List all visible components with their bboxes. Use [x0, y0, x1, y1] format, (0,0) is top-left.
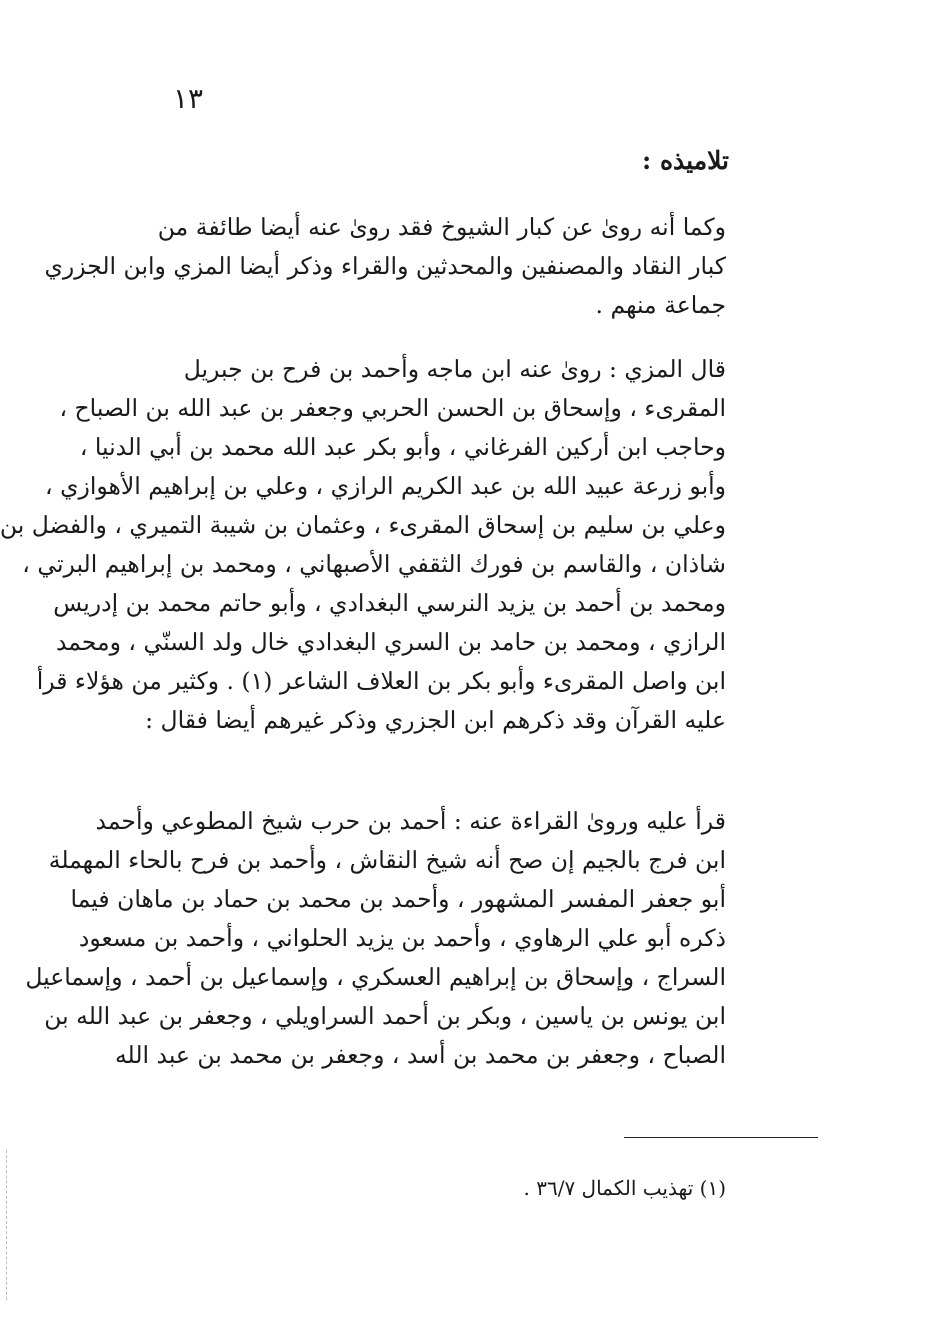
text-line: الرازي ، ومحمد بن حامد بن السري البغدادي خال ولد السنّي ، ومحمد [55, 628, 726, 656]
paragraph-mizzi [0, 350, 726, 740]
text-line: وأبو زرعة عبيد الله بن عبد الكريم الرازي ، وعلي بن إبراهيم الأهوازي ، [45, 472, 726, 500]
section-heading: تلاميذه : [642, 146, 729, 175]
text-line: قرأ عليه وروىٰ القراءة عنه : أحمد بن حرب شيخ المطوعي وأحمد [95, 807, 726, 835]
text-line: قال المزي : روىٰ عنه ابن ماجه وأحمد بن فرح بن جبريل [183, 355, 726, 383]
scan-edge-marks [6, 1150, 9, 1300]
text-line: ابن واصل المقرىء وأبو بكر بن العلاف الشاعر (١) . وكثير من هؤلاء قرأ [36, 667, 726, 695]
text-line: وحاجب ابن أركين الفرغاني ، وأبو بكر عبد الله محمد بن أبي الدنيا ، [79, 433, 726, 461]
page-number: ١٣ [172, 82, 204, 115]
text-line: ذكره أبو علي الرهاوي ، وأحمد بن يزيد الحلواني ، وأحمد بن مسعود [78, 924, 726, 952]
text-line: كبار النقاد والمصنفين والمحدثين والقراء وذكر أيضا المزي وابن الجزري [44, 252, 726, 280]
text-line: الصباح ، وجعفر بن محمد بن أسد ، وجعفر بن محمد بن عبد الله [114, 1041, 726, 1069]
footnote-divider [624, 1137, 818, 1138]
text-line: شاذان ، والقاسم بن فورك الثقفي الأصبهاني ، ومحمد بن إبراهيم البرتي ، [22, 550, 726, 578]
text-line: ابن فرج بالجيم إن صح أنه شيخ النقاش ، وأحمد بن فرح بالحاء المهملة [48, 846, 726, 874]
text-line: وكما أنه روىٰ عن كبار الشيوخ فقد روىٰ عنه أيضا طائفة من [157, 213, 726, 241]
footnote: (١) تهذيب الكمال ٣٦/٧ . [523, 1176, 726, 1200]
text-line: ابن يونس بن ياسين ، وبكر بن أحمد السراويلي ، وجعفر بن عبد الله بن [44, 1002, 726, 1030]
text-line: ومحمد بن أحمد بن يزيد النرسي البغدادي ، وأبو حاتم محمد بن إدريس [53, 589, 726, 617]
paragraph-jazari [25, 802, 726, 1075]
text-line: المقرىء ، وإسحاق بن الحسن الحربي وجعفر بن عبد الله بن الصباح ، [59, 394, 726, 422]
text-line: جماعة منهم . [595, 291, 726, 319]
text-line: أبو جعفر المفسر المشهور ، وأحمد بن محمد بن حماد بن ماهان فيما [70, 885, 726, 913]
text-line: وعلي بن سليم بن إسحاق المقرىء ، وعثمان بن شيبة التميري ، والفضل بن [0, 511, 726, 539]
text-line: عليه القرآن وقد ذكرهم ابن الجزري وذكر غيرهم أيضا فقال : [145, 706, 726, 734]
text-line: السراج ، وإسحاق بن إبراهيم العسكري ، وإسماعيل بن أحمد ، وإسماعيل [25, 963, 726, 991]
paragraph-intro [44, 208, 726, 325]
